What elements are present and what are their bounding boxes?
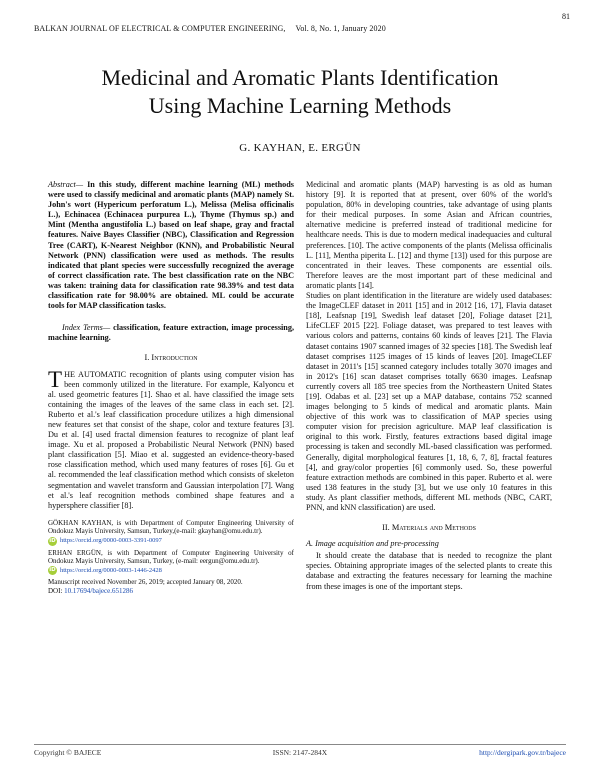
index-terms	[48, 323, 294, 343]
abstract	[48, 180, 294, 311]
right-paragraph-1: Medicinal and aromatic plants (MAP) harvesting is as old as human history [9]. It is reported that at present, over 60% of the world's population, 80% in developing countries, take advantage of using plants for their medical purposes. In some Asian and African countries, alternative medicine is preferred instead of traditional medicine for healthcare needs. This is due to modern medical inadequacies and cultural preferences. [10]. The active components of the plants (Melissa officinalis L. [11], Mentha piperita L. [12] and thyme [13]) used for this purpose are concentrated in their leaves. These components are essential oils. Therefore leaves are the most important part of these medicinal and aromatic plants [14].	[306, 180, 552, 290]
orcid-row-1	[48, 537, 294, 546]
section-heading-introduction: I. Introduction	[144, 353, 198, 363]
doi-link[interactable]: 10.17694/bajece.651286	[64, 586, 133, 595]
footer-copyright: Copyright © BAJECE	[34, 748, 102, 757]
introduction-text: HE AUTOMATIC recognition of plants using computer vision has been commonly utilized in the literature. For example, Kalyoncu et al. used geometric features [1]. Shao et al. have classified the image sets containing the images of the leaves of the same class in each set. [2]. Ruberto et al.'s leaf classification procedure utilizes a high dimensional new features set that consist of the shape, color and texture features [3]. Du et al. [4] used fractal dimension features to recognize of plant leaf image. Xu et al. proposed a Probabilistic Neural Network (PNN) based plant classification [5]. Miao et al. suggested an evidence-theory-based rose classification method, which used many features of roses [6]. Gu et al. recommended the leaf classification method which consists of skeleton segmentation and wavelet transform and Gaussian interpolation [7]. Wang et al.'s leaf recognition methods combined shape features and a hypersphere classifier [8].	[48, 369, 294, 510]
section-heading-materials: II. Materials and Methods	[382, 523, 476, 533]
paper-title-line-2: Using Machine Learning Methods	[148, 93, 452, 118]
right-column	[306, 180, 552, 592]
index-terms-label: Index Terms—	[62, 323, 111, 333]
footer-divider	[34, 744, 566, 745]
running-head	[34, 24, 386, 33]
page-number: 81	[562, 12, 570, 21]
affiliation-author-2: ERHAN ERGÜN, is with Department of Computer Engineering University of Ondokuz Mayis University, Samsun, Turkey, (e-mail: eergun@omu.edu.tr).	[48, 548, 294, 566]
orcid-link-2[interactable]: https://orcid.org/0000-0003-1446-2428	[60, 566, 162, 574]
doi-line	[48, 587, 294, 595]
index-terms-text: classification, feature extraction, image processing, machine learning.	[48, 323, 294, 343]
paper-title	[40, 64, 560, 120]
left-column	[48, 180, 294, 595]
right-paragraph-3: It should create the database that is needed to recognize the plant species. Obtaining appropriate images of the selected plants to create this database and extracting the features necessary for learning the machine from these images is one of the important steps.	[306, 551, 552, 591]
introduction-paragraph	[48, 366, 294, 511]
manuscript-dates: Manuscript received November 26, 2019; accepted January 08, 2020.	[48, 578, 243, 587]
abstract-text: In this study, different machine learning (ML) methods were used to classify medicinal and aromatic plants (MAP) namely St. John's wort (Hypericum perforatum L.), Melissa (Melisa officinalis L.), Echinacea (Echinacea purpurea L.), Thyme (Thymus sp.) and Mint (Mentha angustifolia L.) based on leaf shape, gray and fractal features. Naive Bayes Classifier (NBC), Classification and Regression Tree (CART), K-Nearest Neighbor (KNN), and Probabilistic Neural Network (PNN) classification were used as methods. The results indicated that plant species were successfully recognized the average of correct classification rate. The best classification rate on the NBC was taken: training data for classification rate 98.39% and test data classification rate for 98.00% are obtained. ML could be accurate tools for MAP classification tasks.	[48, 180, 294, 311]
right-paragraph-2: Studies on plant identification in the literature are widely used databases: the ImageCLEF dataset in 2011 [15] and in 2012 [16, 17], Flavia dataset [18], Leafsnap [19], Swedish leaf dataset [20], Foliage dataset [21], LifeCLEF 2015 [22]. Foliage dataset, was prepared to test leaves with various colors and patterns, contains 60 kinds of leaves [21]. The Flavia dataset contains 1907 scanned images of 32 species [18]. The Swedish leaf dataset comprises 1125 images of 15 kinds of leaves [20]. ImageCLEF dataset in 2011's [15] scanned category includes totally 3070 images and in 2012's [16] scan dataset comprises totally 6630 images. Leafsnap currently covers all 185 tree species from the Northeastern United States [19]. Odabas et al. [23] set up a MAP database, contains 752 scanned images belonging to 5 kinds of medical and aromatic plants. Main objective of this work was to classification of MAP species using computer vision for precision agriculture. MAP leaf classification is original to this work. Firstly, features extractions based digital image processing is taken and secondly ML-based classification was performed. Generally, digital morphological features [1, 18, 6, 7, 8], fractal features [4], and gray/color properties [6] commonly used. So, these powerful feature extraction methods are combined in this paper. Ruberto et al. were used 138 features in the study [3], but we use only 10 features in this study. As plant classifier methods, different ML methods (NBC, CART, PNN, and kNN classification) are used.	[306, 291, 552, 512]
author-affiliations	[48, 519, 294, 595]
footer-issn: ISSN: 2147-284X	[272, 748, 328, 757]
orcid-icon: iD	[49, 537, 56, 544]
paper-title-line-1: Medicinal and Aromatic Plants Identification	[101, 65, 499, 90]
journal-issue: Vol. 8, No. 1, January 2020	[295, 24, 386, 33]
orcid-link-1[interactable]: https://orcid.org/0000-0003-3391-0097	[60, 536, 162, 544]
doi-label: DOI:	[48, 586, 65, 595]
orcid-row-2	[48, 566, 294, 575]
drop-cap: T	[48, 366, 63, 392]
subsection-heading-a: A. Image acquisition and pre-processing	[306, 539, 439, 549]
abstract-label: Abstract—	[48, 180, 84, 189]
orcid-icon: iD	[49, 567, 56, 574]
journal-name: BALKAN JOURNAL OF ELECTRICAL & COMPUTER ENGINEERING,	[34, 24, 286, 33]
author-list: G. KAYHAN, E. ERGÜN	[239, 142, 361, 154]
affiliation-author-1: GÖKHAN KAYHAN, is with Department of Computer Engineering University of Ondokuz Mayis University, Samsun, Turkey,(e-mail: gkayhan@omu.edu.tr).	[48, 518, 294, 536]
footer-url[interactable]: http://dergipark.gov.tr/bajece	[479, 748, 566, 757]
